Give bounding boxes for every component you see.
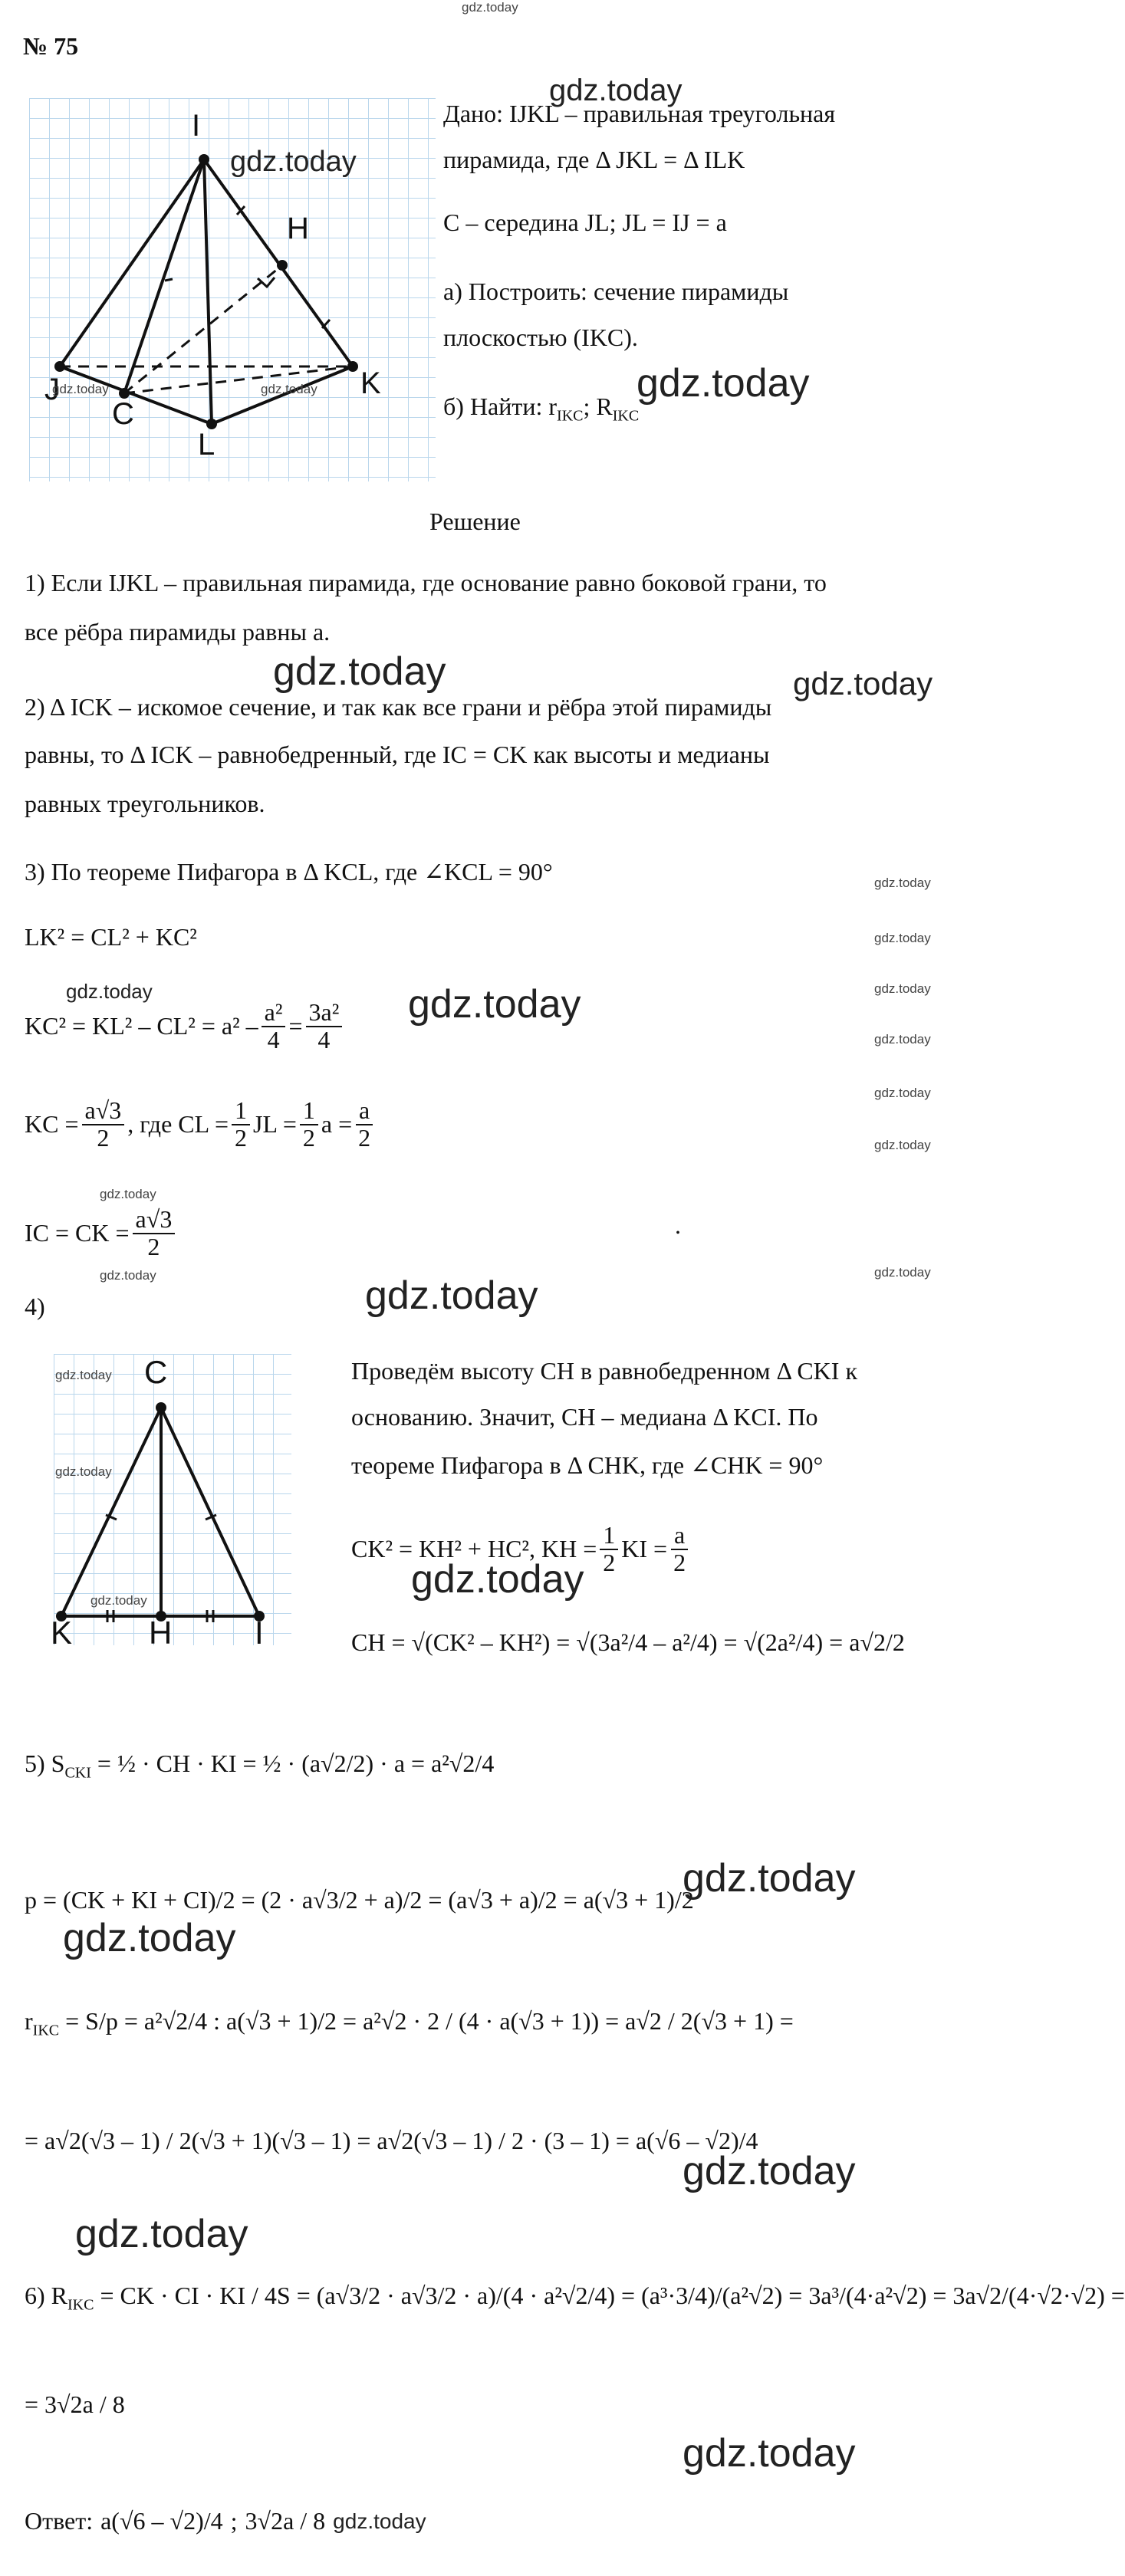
vertex-label-l: L [198, 428, 215, 462]
given-watermark: gdz.today [549, 74, 683, 107]
equation-kc-squared: KC² = KL² – CL² = a² – $\frac{\text{a²}}{4}$ = $\frac{\text{3a²}}{4}$ [25, 1000, 345, 1053]
answer-circumradius: 3√2a / 8 [245, 2507, 326, 2535]
equation-ch: CH = √(CK² – KH²) = √(3a²/4 – a²/4) = √(2a²/4) = a√2/2 [351, 1628, 905, 1656]
vertex-label-i: I [192, 109, 201, 143]
given-line-1: Дано: IJKL – правильная треугольная [443, 100, 836, 127]
vertex-label-c: C [144, 1354, 168, 1390]
watermark-small: gdz.today [874, 931, 931, 945]
watermark-small: gdz.today [100, 1268, 156, 1283]
watermark-small: gdz.today [874, 1032, 931, 1046]
step2-line1: 2) Δ ICK – искомое сечение, и так как все грани и рёбра этой пирамиды [25, 693, 772, 721]
watermark-small: gdz.today [874, 981, 931, 996]
vertex-label-k: K [360, 366, 381, 400]
step1-line2: все рёбра пирамиды равны a. [25, 618, 331, 646]
watermark-small: gdz.today [55, 1464, 112, 1479]
answer-inradius: a(√6 – √2)/4 [100, 2507, 223, 2535]
watermark: gdz.today [333, 2509, 426, 2533]
figure-watermark: gdz.today [230, 146, 357, 178]
watermark-small: gdz.today [100, 1187, 156, 1201]
figure-watermark-small: gdz.today [52, 382, 109, 396]
equation-kc: KC = $\frac{a√3}{2}$ , где CL = $\frac{1}{2}$ JL = $\frac{1}{2}$ a = $\frac{a}{2}$ [25, 1098, 377, 1151]
step1-line1: 1) Если IJKL – правильная пирамида, где основание равно боковой грани, то [25, 569, 827, 596]
step4-line2: основанию. Значит, CH – медиана Δ KCI. По [351, 1403, 818, 1431]
watermark: gdz.today [683, 1856, 856, 1901]
given-line-5: плоскостью (IKC). [443, 324, 638, 351]
header-watermark: gdz.today [462, 0, 518, 15]
equation-semiperimeter: p = (CK + KI + CI)/2 = (2 · a√3/2 + a)/2 = (a√3 + a)/2 = a(√3 + 1)/2 [25, 1886, 694, 1914]
vertex-label-j: J [44, 373, 60, 406]
vertex-label-i: I [255, 1615, 264, 1651]
watermark: gdz.today [683, 2149, 856, 2193]
given-line-4: а) Построить: сечение пирамиды [443, 278, 789, 305]
watermark-small: gdz.today [874, 1086, 931, 1100]
equation-ck-squared: CK² = KH² + HC², KH = $\frac{1}{2}$ KI = $\frac{a}{2}$ [351, 1523, 692, 1576]
step4-line1: Проведём высоту CH в равнобедренном Δ CKI к [351, 1357, 857, 1385]
equation-area: 5) $S_{CKI}$ = ½ · CH · KI = ½ · (a√2/2) · a = a²√2/4 [25, 1750, 495, 1782]
watermark: gdz.today [365, 1273, 538, 1318]
given-line-2: пирамида, где Δ JKL = Δ ILK [443, 146, 745, 173]
vertex-label-c: C [112, 397, 134, 431]
given-watermark-big: gdz.today [637, 361, 810, 406]
given-line-6: б) Найти: $r_{IKC}$; $R_{IKC}$ [443, 393, 640, 425]
step4-label: 4) [25, 1293, 45, 1320]
equation-inradius: $r_{IKC} = S/p = a^2√2/4$ : a(√3 + 1)/2 = a²√2 · 2 / (4 · a(√3 + 1)) = a√2 / 2(√3 + 1) = [25, 2007, 794, 2039]
equation-circumradius: 6) $R_{IKC}$ = CK · CI · KI / 4S = (a√3/2 · a√3/2 · a)/(4 · a²√2/4) = (a³·3/4)/(a²√2) = 3a³/(4·a²√2) = 3a√2/(4·√2·√2) = [25, 2282, 1125, 2314]
equation-circumradius-2: = 3√2a / 8 [25, 2390, 125, 2418]
step4-line3: теореме Пифагора в Δ CHK, где ∠CHK = 90° [351, 1451, 824, 1479]
equation-lk: LK² = CL² + KC² [25, 923, 197, 951]
triangle-drawing [54, 1354, 291, 1645]
step2-line3: равных треугольников. [25, 790, 265, 817]
watermark-small: gdz.today [874, 1138, 931, 1152]
watermark: gdz.today [793, 665, 933, 702]
vertex-label-k: K [51, 1615, 73, 1651]
watermark: gdz.today [683, 2431, 856, 2476]
problem-number: № 75 [23, 32, 79, 60]
watermark: gdz.today [75, 2212, 248, 2256]
step3-text: 3) По теореме Пифагора в Δ KCL, где ∠KCL = 90° [25, 858, 553, 886]
watermark: gdz.today [408, 982, 581, 1027]
triangle-figure [51, 1354, 291, 1651]
equation-inradius-2: = a√2(√3 – 1) / 2(√3 + 1)(√3 – 1) = a√2(√3 – 1) / 2 · (3 – 1) = a(√6 – √2)/4 [25, 2127, 758, 2154]
watermark: gdz.today [273, 649, 446, 694]
answer-label: Ответ: [25, 2507, 94, 2535]
vertex-label-h: H [149, 1615, 173, 1651]
given-line-3: C – середина JL; JL = IJ = a [443, 209, 727, 236]
watermark: gdz.today [66, 980, 153, 1003]
solution-heading: Решение [429, 508, 521, 535]
vertex-label-h: H [287, 212, 309, 245]
answer: Ответ: a(√6 – √2)/4 ; 3√2a / 8 gdz.today [25, 2507, 426, 2535]
equation-dot: . [675, 1211, 681, 1239]
figure-watermark-small: gdz.today [261, 382, 317, 396]
watermark-small: gdz.today [874, 1265, 931, 1280]
equation-ic: IC = CK = $\frac{a√3}{2}$ [25, 1207, 178, 1260]
watermark-small: gdz.today [55, 1368, 112, 1382]
watermark: gdz.today [411, 1557, 584, 1602]
watermark-small: gdz.today [90, 1593, 147, 1608]
watermark: gdz.today [63, 1916, 236, 1960]
watermark-small: gdz.today [874, 876, 931, 890]
step2-line2: равны, то Δ ICK – равнобедренный, где IC = CK как высоты и медианы [25, 741, 770, 768]
